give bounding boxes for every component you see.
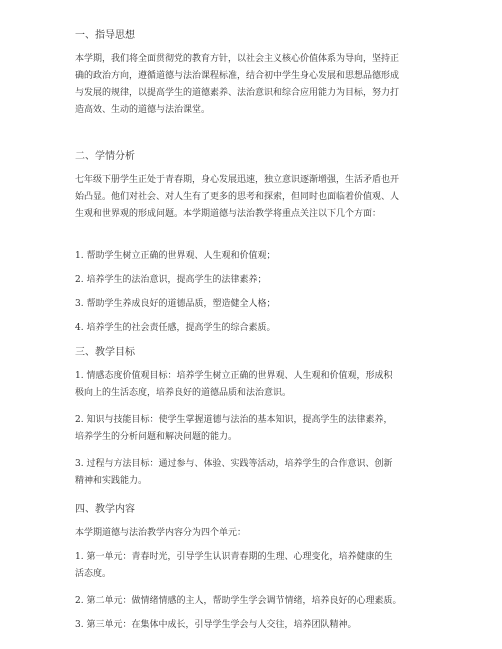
paragraph-line: 3. 帮助学生养成良好的道德品质，塑造健全人格； <box>75 299 276 309</box>
paragraph-line: 本学期，我们将全面贯彻党的教育方针，以社会主义核心价值体系为导向，坚持正 <box>75 54 400 64</box>
paragraph <box>75 51 437 119</box>
list-item <box>75 248 437 265</box>
paragraph-line: 造高效、生动的道德与法治课堂。 <box>75 105 211 115</box>
paragraph-line: 3. 过程与方法目标：通过参与、体验、实践等活动，培养学生的合作意识、创新 <box>75 459 393 469</box>
list-item <box>75 617 437 634</box>
paragraph-line: 培养学生的分析问题和解决问题的能力。 <box>75 432 238 442</box>
paragraph <box>75 172 437 223</box>
paragraph-line: 极向上的生活态度，培养良好的道德品质和法治意识。 <box>75 388 292 398</box>
section-heading: 四、教学内容 <box>75 504 135 515</box>
paragraph-line: 精神和实践能力。 <box>75 476 148 486</box>
paragraph-line: 2. 第二单元：做情绪情感的主人，帮助学生学会调节情绪，培养良好的心理素质。 <box>75 596 402 606</box>
paragraph-line: 与发展的规律，以提高学生的道德素养、法治意识和综合应用能力为目标，努力打 <box>75 88 400 98</box>
list-item <box>75 412 437 446</box>
paragraph-line: 确的政治方向，遵循道德与法治课程标准，结合初中学生身心发展和思想品德形成 <box>75 71 400 81</box>
list-item <box>75 368 437 402</box>
list-item <box>75 593 437 610</box>
paragraph-line: 4. 培养学生的社会责任感，提高学生的综合素质。 <box>75 323 276 333</box>
list-item <box>75 272 437 289</box>
paragraph-line: 2. 培养学生的法治意识，提高学生的法律素养； <box>75 275 267 285</box>
paragraph-line: 活态度。 <box>75 569 112 579</box>
section-heading: 三、教学目标 <box>75 347 135 358</box>
paragraph-line: 始凸显。他们对社会、对人生有了更多的思考和探索，但同时也面临着价值观、人 <box>75 192 400 202</box>
paragraph-line: 本学期道德与法治教学内容分为四个单元： <box>75 528 247 538</box>
list-item <box>75 456 437 490</box>
paragraph-line: 1. 帮助学生树立正确的世界观、人生观和价值观； <box>75 251 276 261</box>
list-item <box>75 296 437 313</box>
list-item <box>75 549 437 583</box>
paragraph-line: 3. 第三单元：在集体中成长，引导学生学会与人交往，培养团队精神。 <box>75 620 357 630</box>
list-item <box>75 320 437 337</box>
paragraph-line: 1. 第一单元：青春时光，引导学生认识青春期的生理、心理变化，培养健康的生 <box>75 552 393 562</box>
paragraph-line: 生观和世界观的形成问题。本学期道德与法治教学将重点关注以下几个方面： <box>75 209 382 219</box>
paragraph-line: 七年级下册学生正处于青春期，身心发展迅速，独立意识逐渐增强，生活矛盾也开 <box>75 175 400 185</box>
paragraph-line: 1. 情感态度价值观目标：培养学生树立正确的世界观、人生观和价值观，形成积 <box>75 371 393 381</box>
section-heading: 二、学情分析 <box>75 151 135 162</box>
section-heading: 一、指导思想 <box>75 30 135 41</box>
paragraph <box>75 525 437 542</box>
paragraph-line: 2. 知识与技能目标：使学生掌握道德与法治的基本知识，提高学生的法律素养， <box>75 415 393 425</box>
